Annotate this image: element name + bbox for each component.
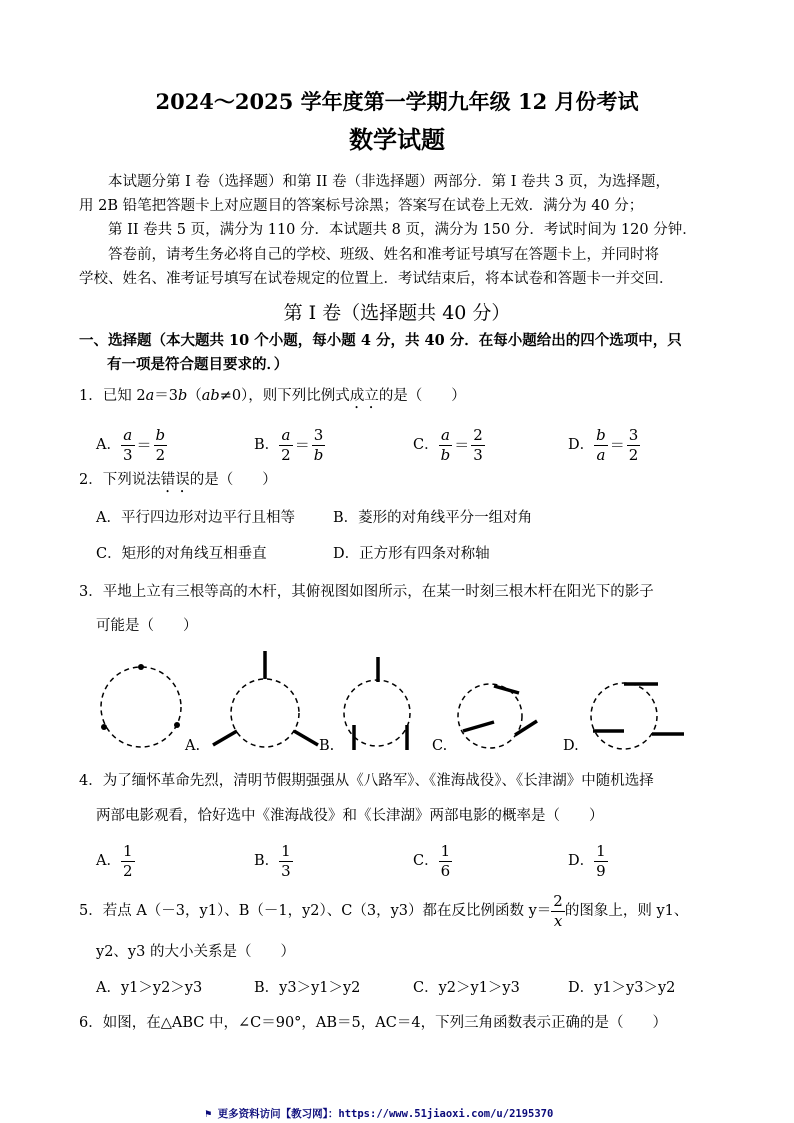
intro-line-2: 用 2B 铅笔把答题卡上对应题目的答案标号涂黑；答案写在试卷上无效．满分为 40 分； [79,198,644,214]
option-c-shadow-3 [515,721,537,735]
question-5-option-a[interactable]: A．y1＞y2＞y3 [96,980,203,996]
option-c-circle [458,684,522,748]
question-2-option-c[interactable]: C．矩形的对角线互相垂直 [96,546,267,562]
pole-dot-3 [101,724,107,730]
option-a-shadow-3 [294,731,318,745]
intro-line-4: 答卷前，请考生务必将自己的学校、班级、姓名和准考证号填写在答题卡上，并同时将 [108,247,659,263]
question-1-option-b[interactable]: B． $\frac{a}{2}$ ＝ $\frac{3}{b}$ [254,425,324,464]
question-2-option-b[interactable]: B．菱形的对角线平分一组对角 [333,510,533,526]
question-4-option-b[interactable]: B． $\frac{1}{3}$ [254,841,291,880]
question-1-stem: 1．已知 2a＝3b（ab≠0），则下列比例式成立的是（ ） [79,388,466,404]
question-1-option-a[interactable]: A． $\frac{a}{3}$ ＝ $\frac{b}{2}$ [96,425,166,464]
question-5-option-b[interactable]: B．y3＞y1＞y2 [254,980,361,996]
question-3-stem-line-1: 3．平地上立有三根等高的木杆，其俯视图如图所示，在某一时刻三根木杆在阳光下的影子 [79,584,654,600]
question-3-option-b[interactable]: B. [319,738,335,754]
question-2-option-a[interactable]: A．平行四边形对边平行且相等 [96,510,295,526]
exam-title: 2024～2025 学年度第一学期九年级 12 月份考试 [155,89,639,114]
question-1-option-d[interactable]: D． $\frac{b}{a}$ ＝ $\frac{3}{2}$ [568,425,639,464]
top-view-circle [101,667,181,747]
question-5-stem-line-1: 5．若点 A（－3，y1）、B（－1，y2）、C（3，y3）都在反比例函数 y＝ $\frac{2}{x}$ 的图象上，则 y1、 [79,891,689,930]
question-4-stem-line-1: 4．为了缅怀革命先烈，清明节假期强强从《八路军》、《淮海战役》、《长津湖》中随机选择 [79,773,654,789]
option-d-circle [591,683,657,749]
part1-heading-line-1: 一、选择题（本大题共 10 个小题，每小题 4 分，共 40 分．在每小题给出的四个选项中，只 [79,332,682,349]
footer-link[interactable]: ⚑ 更多资料访问【教习网】：https://www.51jiaoxi.com/u/2195370 [205,1108,554,1120]
question-6-stem: 6．如图，在△ABC 中，∠C＝90°，AB＝5，AC＝4，下列三角函数表示正确的是（ ） [79,1015,668,1031]
question-5-option-c[interactable]: C．y2＞y1＞y3 [413,980,520,996]
question-1-option-c[interactable]: C． $\frac{a}{b}$ ＝ $\frac{2}{3}$ [413,425,483,464]
question-3-option-a[interactable]: A. [185,738,201,754]
question-5-option-d[interactable]: D．y1＞y3＞y2 [568,980,676,996]
question-4-stem-line-2: 两部电影观看，恰好选中《淮海战役》和《长津湖》两部电影的概率是（ ） [96,808,604,824]
question-2-stem: 2．下列说法错误的是（ ） [79,472,277,488]
question-3-option-d[interactable]: D. [563,738,579,754]
option-c-shadow-1 [494,686,519,693]
pole-dot-1 [138,664,144,670]
intro-line-3: 第 II 卷共 5 页，满分为 110 分．本试题共 8 页，满分为 150 分．考试时间为 120 分钟． [108,222,697,238]
question-4-option-c[interactable]: C． $\frac{1}{6}$ [413,841,451,880]
intro-line-1: 本试题分第 I 卷（选择题）和第 II 卷（非选择题）两部分．第 I 卷共 3 页，为选择题， [108,174,671,190]
pole-dot-2 [174,722,180,728]
part1-heading-line-2: 有一项是符合题目要求的．） [107,356,289,373]
question-4-option-a[interactable]: A． $\frac{1}{2}$ [96,841,133,880]
option-c-shadow-2 [463,722,494,731]
option-a-shadow-2 [213,731,237,745]
question-4-option-d[interactable]: D． $\frac{1}{9}$ [568,841,606,880]
question-3-stem-line-2: 可能是（ ） [96,618,198,634]
exam-subtitle: 数学试题 [349,125,445,154]
section-title: 第 I 卷（选择题共 40 分） [283,302,511,324]
question-3-option-c[interactable]: C. [432,738,448,754]
intro-line-5: 学校、姓名、准考证号填写在试卷规定的位置上．考试结束后，将本试卷和答题卡一并交回． [79,271,674,287]
question-5-stem-line-2: y2、y3 的大小关系是（ ） [96,944,295,960]
question-2-option-d[interactable]: D．正方形有四条对称轴 [333,546,490,562]
option-a-circle [231,679,299,747]
